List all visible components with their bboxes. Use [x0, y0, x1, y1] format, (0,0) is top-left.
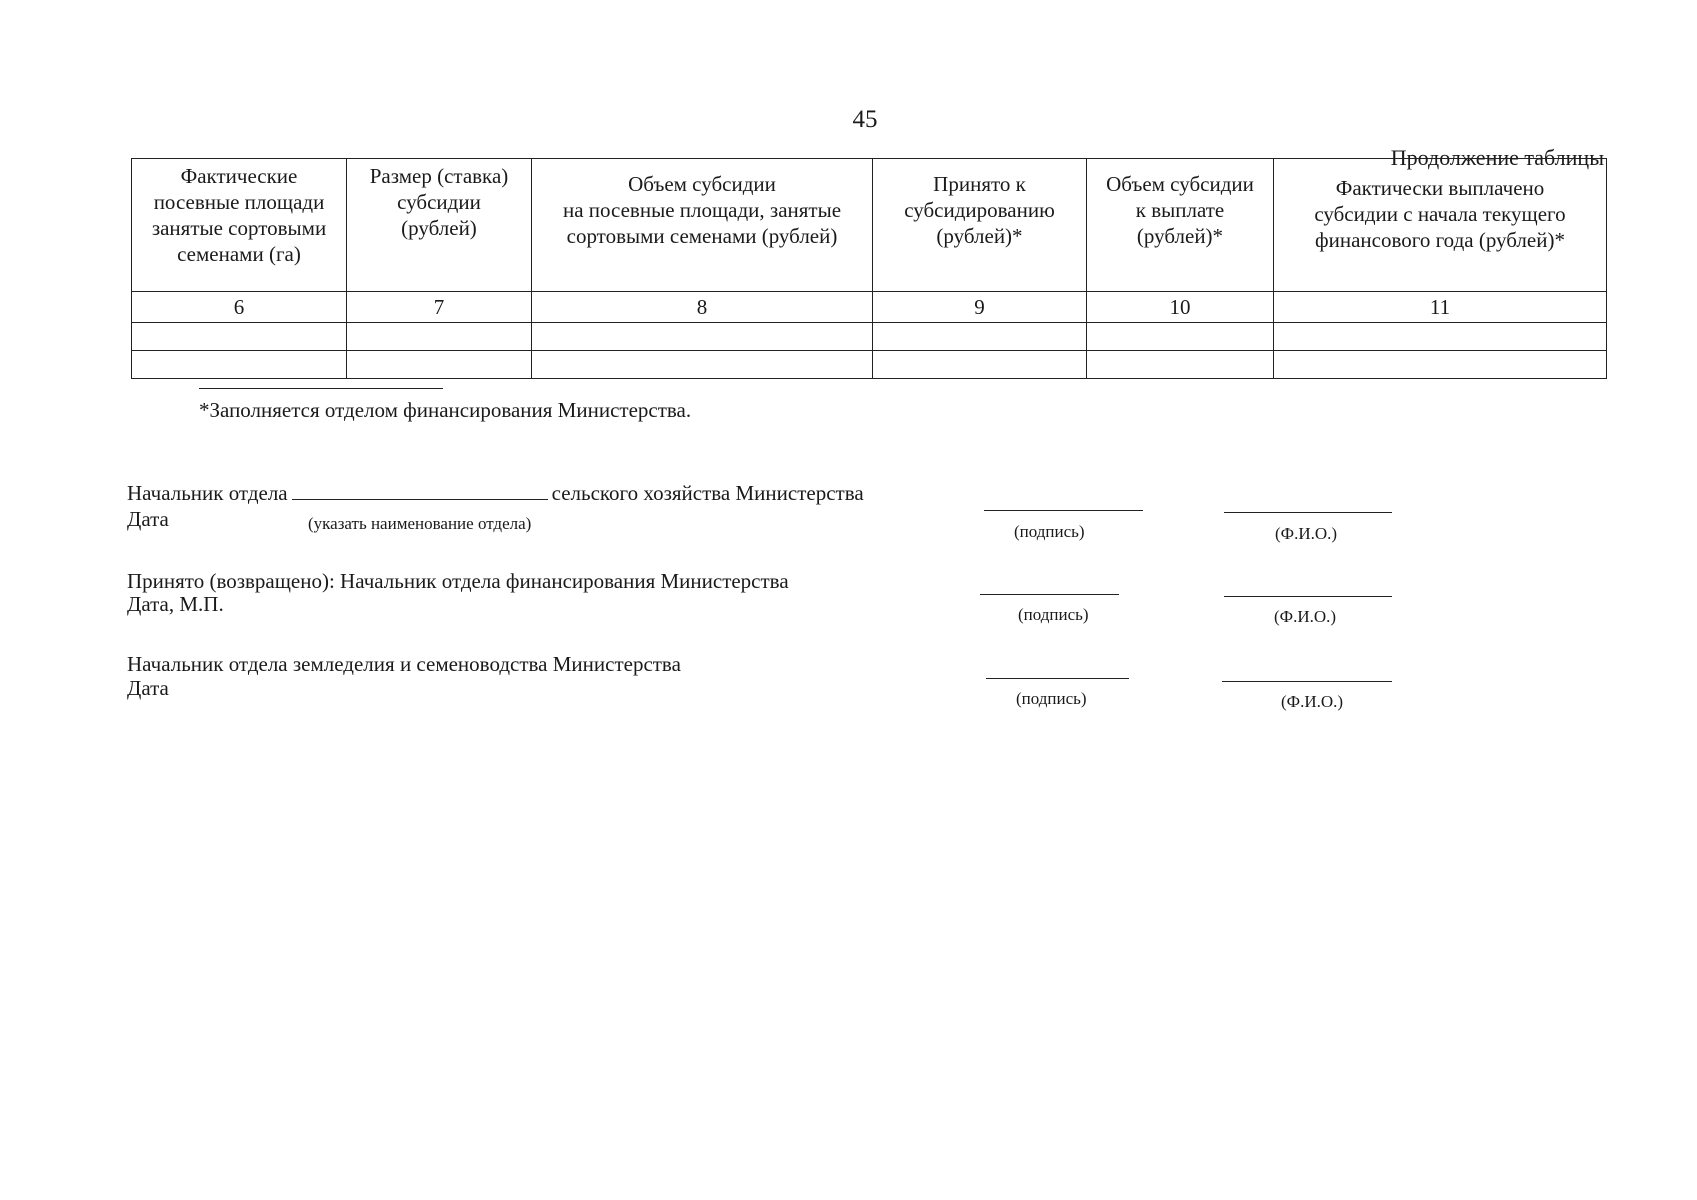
header-actual-sown-area: [132, 159, 347, 292]
sig1-hint: (указать наименование отдела): [308, 514, 532, 533]
sig3-sign-label: (подпись): [1016, 689, 1087, 708]
header-actually-paid: [1274, 159, 1607, 292]
sig1-sign-rule: [984, 510, 1143, 511]
table-cell: [1087, 351, 1274, 379]
footnote: *Заполняется отделом финансирования Министерства.: [199, 398, 692, 422]
column-number: 9: [873, 292, 1087, 323]
header-line: субсидированию: [904, 198, 1055, 222]
header-line: (рублей): [401, 216, 477, 240]
header-line: (рублей)*: [1136, 224, 1224, 248]
table-row: [132, 351, 1607, 379]
header-subsidy-volume: [532, 159, 873, 292]
header-line: посевные площади: [153, 190, 325, 214]
sig3-name-rule: [1222, 681, 1392, 682]
table-cell: [532, 351, 873, 379]
sig2-sign-label: (подпись): [1018, 605, 1089, 624]
sig3-line1: Начальник отдела земледелия и семеноводства Министерства: [127, 652, 681, 676]
header-line: Фактические: [180, 164, 298, 188]
header-line: финансового года (рублей)*: [1315, 228, 1565, 252]
sig2-name-rule: [1224, 596, 1392, 597]
sig3-name-label: (Ф.И.О.): [1281, 692, 1344, 711]
header-line: субсидии с начала текущего: [1314, 202, 1566, 226]
header-line: Объем субсидии: [628, 172, 776, 196]
sig1-date: Дата: [127, 507, 169, 531]
sig1-sign-label: (подпись): [1014, 522, 1085, 541]
sig1-line1: [127, 481, 864, 506]
sig1-prefix: Начальник отдела: [127, 481, 288, 505]
table-cell: [532, 323, 873, 351]
header-line: Принято к: [933, 172, 1026, 196]
sig1-name-label: (Ф.И.О.): [1275, 524, 1338, 543]
table-cell: [347, 323, 532, 351]
table-cell: [1274, 323, 1607, 351]
column-number-row: [132, 292, 1607, 323]
header-line: Объем субсидии: [1106, 172, 1254, 196]
header-line: субсидии: [397, 190, 481, 214]
sig2-date: Дата, М.П.: [127, 592, 224, 616]
sig3-date: Дата: [127, 676, 169, 700]
footnote-rule: [199, 388, 443, 389]
sig3-sign-rule: [986, 678, 1129, 679]
table-cell: [347, 351, 532, 379]
department-blank: [292, 481, 548, 500]
header-line: занятые сортовыми: [151, 216, 327, 240]
sig2-name-label: (Ф.И.О.): [1274, 607, 1337, 626]
subsidy-table: [131, 158, 1607, 379]
table-cell: [132, 323, 347, 351]
table-header-row: [132, 159, 1607, 292]
page-number: 45: [852, 106, 878, 133]
table-row: [132, 323, 1607, 351]
header-accepted-for-subsidy: [873, 159, 1087, 292]
table-cell: [1087, 323, 1274, 351]
column-number: 6: [132, 292, 347, 323]
table-cell: [1274, 351, 1607, 379]
header-line: сортовыми семенами (рублей): [566, 224, 838, 248]
table-cell: [873, 323, 1087, 351]
column-number: 10: [1087, 292, 1274, 323]
column-number: 8: [532, 292, 873, 323]
table-caption: Продолжение таблицы: [1390, 145, 1604, 170]
header-line: Фактически выплачено: [1335, 176, 1545, 200]
column-number: 11: [1274, 292, 1607, 323]
header-line: на посевные площади, занятые: [562, 198, 842, 222]
header-line: Размер (ставка): [369, 164, 509, 188]
table-cell: [873, 351, 1087, 379]
table-cell: [132, 351, 347, 379]
sig2-line1: Принято (возвращено): Начальник отдела финансирования Министерства: [127, 569, 789, 593]
sig2-sign-rule: [980, 594, 1119, 595]
header-line: семенами (га): [177, 242, 301, 266]
sig1-name-rule: [1224, 512, 1392, 513]
column-number: 7: [347, 292, 532, 323]
sig1-suffix: сельского хозяйства Министерства: [551, 481, 864, 505]
header-subsidy-to-pay: [1087, 159, 1274, 292]
header-line: к выплате: [1135, 198, 1225, 222]
header-line: (рублей)*: [936, 224, 1023, 248]
header-subsidy-rate: [347, 159, 532, 292]
